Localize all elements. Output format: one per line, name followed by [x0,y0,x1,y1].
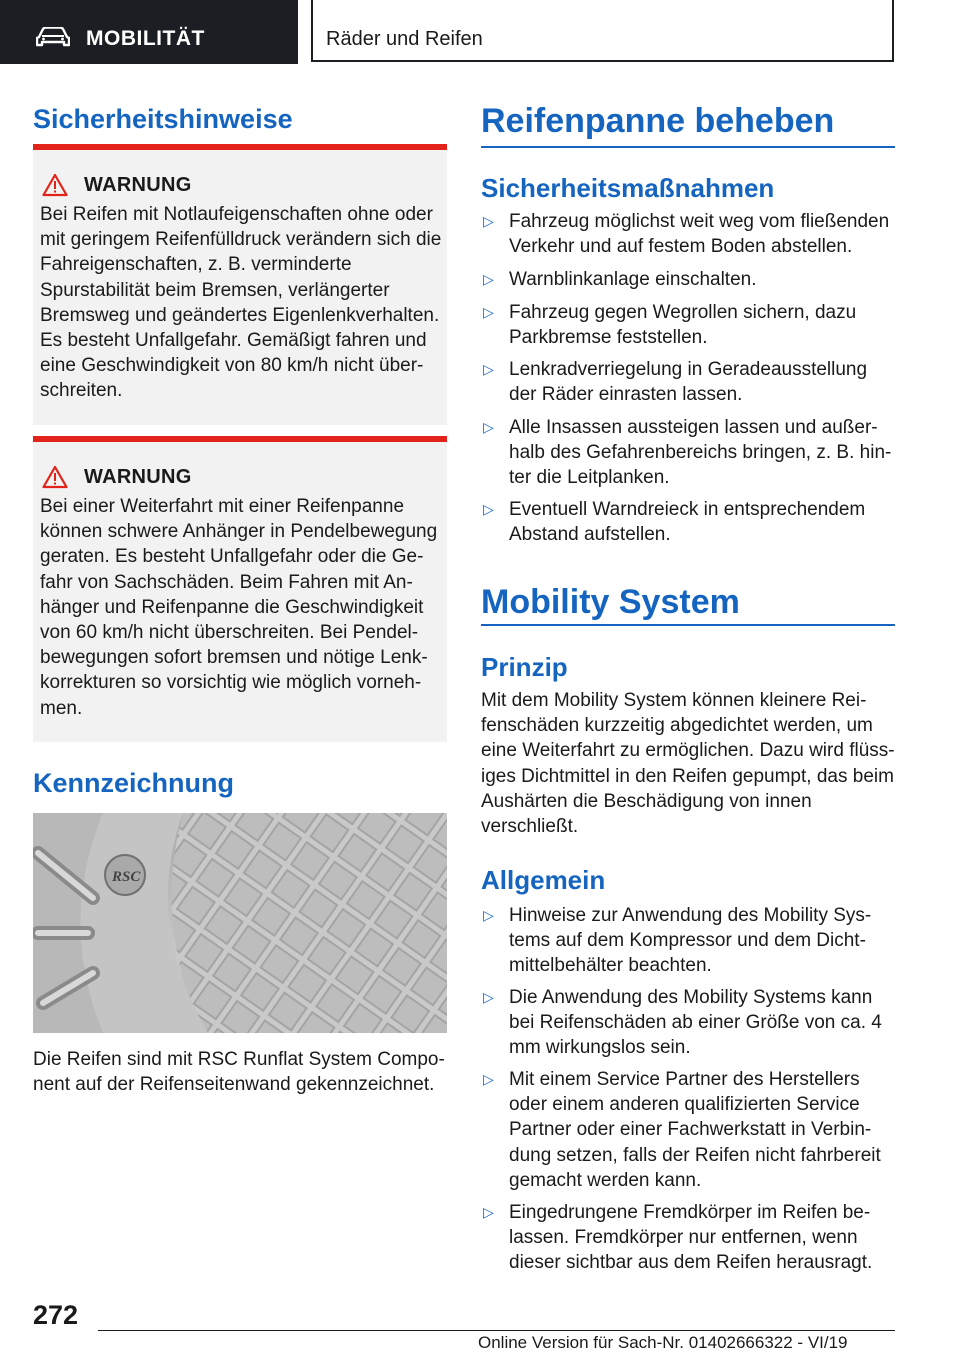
list-item: ▷ Fahrzeug möglichst weit weg vom fließenden Verkehr und auf festem Boden abstellen. [483,211,890,258]
section-tab[interactable] [0,0,298,64]
list-item: ▷ Hinweise zur Anwendung des Mobility Sys-tems auf dem Kompressor und dem Dicht-mittelbehälter beachten. [483,905,872,977]
figure-caption: Die Reifen sind mit RSC Runflat System Compo-nent auf der Reifenseitenwand gekennzeichnet. [33,1049,445,1096]
warning-header [42,172,192,198]
online-version-note: Online Version für Sach-Nr. 01402666322 - VI/19 [478,1333,848,1352]
list-item: ▷ Mit einem Service Partner des Herstellers oder einem anderen qualifizierten Service Partner oder einer Fachwerkstatt in Verbin-dung setzen, falls der Reifen nicht fahrbereit gemacht werden kann. [483,1069,881,1191]
bullet-triangle-icon: ▷ [483,501,494,517]
page-number: 272 [33,1300,79,1330]
tire-sidewall-figure [33,813,447,1033]
principle-text: Mit dem Mobility System können kleinere Rei-fenschäden kurzzeitig abgedichtet werden, um eine Weiterfahrt zu ermöglichen. Dazu wird flüss-iges Dichtmittel in den Reifen gepumpt, das beim Aushärten die Beschädigung von innen verschließt. [481,690,895,838]
list-item: ▷ Warnblinkanlage einschalten. [481,267,895,300]
warning-triangle-icon [42,173,68,197]
bullet-triangle-icon: ▷ [483,1204,494,1220]
safety-measures-heading: Sicherheitsmaßnahmen [481,173,775,203]
list-item: ▷ Lenkradverriegelung in Geradeausstellung der Räder einrasten lassen. [483,359,868,406]
warning-title: WARNUNG [84,465,192,488]
bullet-triangle-icon: ▷ [483,304,494,320]
list-item: ▷ Eventuell Warndreieck in entsprechendem Abstand aufstellen. [483,499,866,546]
warning-text: Bei Reifen mit Notlaufeigenschaften ohne oder mit geringem Reifenfülldruck verändern sich die Fahreigenschaften, z. B. verminderte Spurstabilität beim Bremsen, verlängerter Bremsweg und geändertes Eigenlenkverhalten. Es besteht Unfallgefahr. Gemäßigt fahren und eine Geschwindigkeit von 80 km/h nicht über-schreiten. [40,204,442,402]
bullet-triangle-icon: ▷ [483,989,494,1005]
warning-box-1 [33,144,447,425]
safety-notes-heading: Sicherheitshinweise [33,104,293,134]
warning-text: Bei einer Weiterfahrt mit einer Reifenpanne können schwere Anhänger in Pendelbewegung geraten. Es besteht Unfallgefahr oder die Ge-fahr von Sachschäden. Beim Fahren mit An-hänger und Reifenpanne die Geschwindigkeit von 60 km/h nicht überschreiten. Bei Pendel-bewegungen sofort bremsen und nötige Lenk-korrekturen so vorsichtig wie möglich vorneh-men. [40,496,438,719]
rsc-logo: RSC [112,869,141,885]
heading-rule [481,146,895,148]
chapter-label: Räder und Reifen [326,28,483,50]
marking-heading: Kennzeichnung [33,768,234,798]
mobility-system-heading: Mobility System [481,583,740,621]
bullet-triangle-icon: ▷ [483,361,494,377]
car-icon [36,27,70,47]
chapter-tab[interactable] [311,0,894,62]
warning-triangle-icon [42,465,68,489]
list-item: ▷ Fahrzeug gegen Wegrollen sichern, dazu Parkbremse feststellen. [483,302,857,349]
list-item: ▷ Die Anwendung des Mobility Systems kann bei Reifenschäden ab einer Größe von ca. 4 mm wirkungslos sein. [483,987,882,1059]
bullet-triangle-icon: ▷ [483,271,494,287]
principle-heading: Prinzip [481,652,568,682]
tire-illustration [33,813,447,1033]
safety-measures-list [481,209,895,547]
section-label: MOBILITÄT [86,27,205,50]
list-item: ▷ Alle Insassen aussteigen lassen und außer-halb des Gefahrenbereichs bringen, z. B. hin-ter die Leitplanken. [483,417,892,489]
bullet-triangle-icon: ▷ [483,419,494,435]
bullet-triangle-icon: ▷ [483,213,494,229]
list-item: ▷ Eingedrungene Fremdkörper im Reifen be-lassen. Fremdkörper nur entfernen, wenn dieser sichtbar aus dem Reifen herausragt. [483,1202,873,1274]
main-heading: Reifenpanne beheben [481,102,835,140]
general-list [481,903,895,1280]
heading-rule [481,624,895,626]
warning-header [42,464,192,490]
warning-box-2 [33,436,447,742]
footer-rule [98,1330,895,1331]
general-heading: Allgemein [481,865,606,895]
bullet-triangle-icon: ▷ [483,1071,494,1087]
warning-title: WARNUNG [84,173,192,196]
bullet-triangle-icon: ▷ [483,907,494,923]
